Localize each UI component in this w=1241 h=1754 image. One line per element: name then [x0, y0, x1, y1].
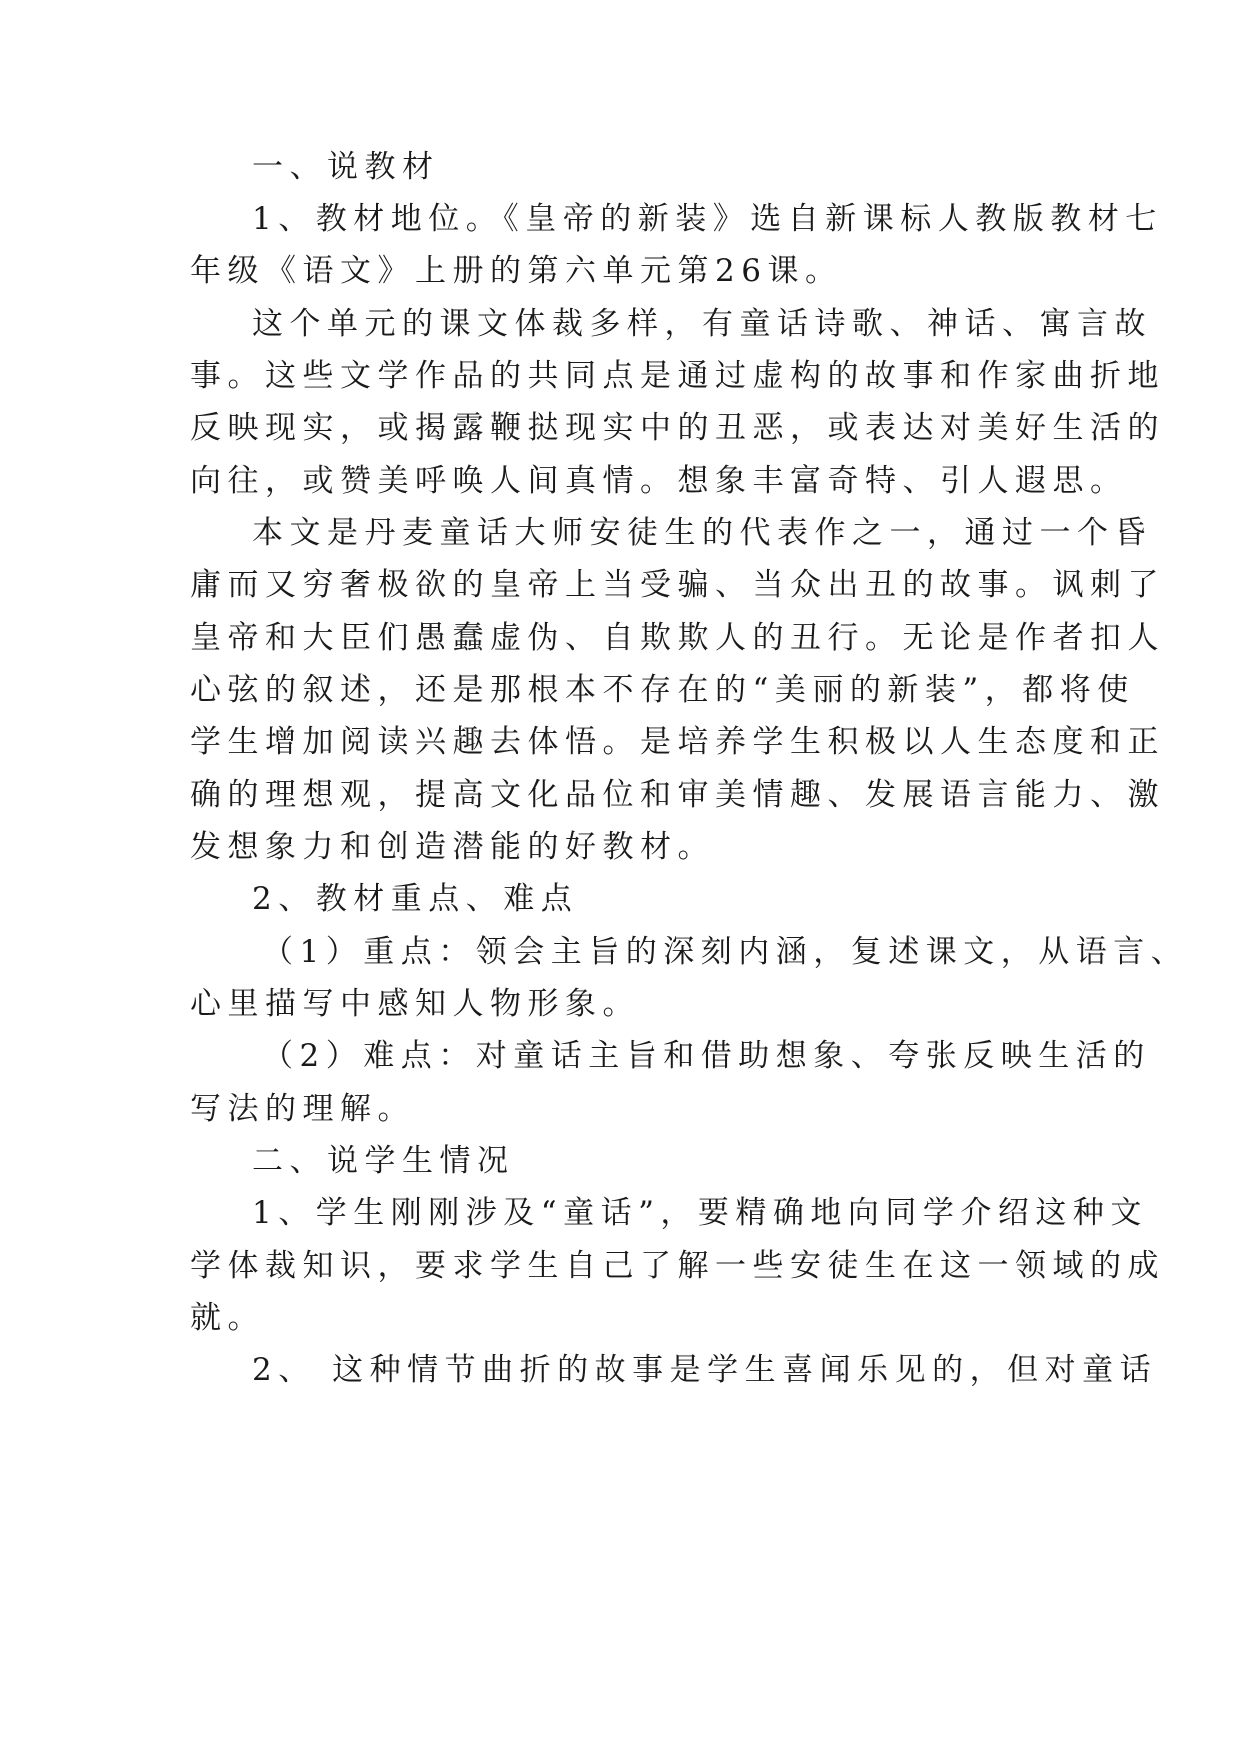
paragraph-line: 确的理想观，提高文化品位和审美情趣、发展语言能力、激	[190, 777, 1165, 813]
paragraph-line: 本文是丹麦童话大师安徒生的代表作之一，通过一个昏	[252, 515, 1152, 551]
paragraph-line: 1、学生刚刚涉及“童话”，要精确地向同学介绍这种文	[252, 1195, 1148, 1231]
paragraph-line: 皇帝和大臣们愚蠢虚伪、自欺欺人的丑行。无论是作者扣人	[190, 620, 1165, 656]
paragraph-line: 向往，或赞美呼唤人间真情。想象丰富奇特、引人遐思。	[190, 463, 1128, 499]
paragraph-line: 心里描写中感知人物形象。	[190, 986, 640, 1022]
subheading: 2、教材重点、难点	[252, 881, 579, 917]
paragraph-line: 发想象力和创造潜能的好教材。	[190, 829, 715, 865]
paragraph-line: （2）难点：对童话主旨和借助想象、夸张反映生活的	[262, 1038, 1151, 1074]
paragraph-line: 就。	[190, 1300, 265, 1336]
paragraph-line: 1、教材地位。《皇帝的新装》选自新课标人教版教材七	[252, 201, 1163, 237]
section-heading-1: 一、说教材	[252, 149, 440, 185]
paragraph-line: 2、 这种情节曲折的故事是学生喜闻乐见的，但对童话	[252, 1352, 1158, 1388]
paragraph-line: 年级《语文》上册的第六单元第26课。	[190, 253, 843, 289]
paragraph-line: 事。这些文学作品的共同点是通过虚构的故事和作家曲折地	[190, 358, 1165, 394]
paragraph-line: 学生增加阅读兴趣去体悟。是培养学生积极以人生态度和正	[190, 724, 1165, 760]
paragraph-line: 反映现实，或揭露鞭挞现实中的丑恶，或表达对美好生活的	[190, 410, 1165, 446]
paragraph-line: 庸而又穷奢极欲的皇帝上当受骗、当众出丑的故事。讽刺了	[190, 567, 1165, 603]
paragraph-line: 写法的理解。	[190, 1091, 415, 1127]
paragraph-line: （1）重点：领会主旨的深刻内涵，复述课文，从语言、	[262, 934, 1189, 970]
paragraph-line: 心弦的叙述，还是那根本不存在的“美丽的新装”，都将使	[190, 672, 1135, 708]
paragraph-line: 这个单元的课文体裁多样，有童话诗歌、神话、寓言故	[252, 306, 1152, 342]
paragraph-line: 学体裁知识，要求学生自己了解一些安徒生在这一领域的成	[190, 1248, 1165, 1284]
section-heading-2: 二、说学生情况	[252, 1143, 515, 1179]
